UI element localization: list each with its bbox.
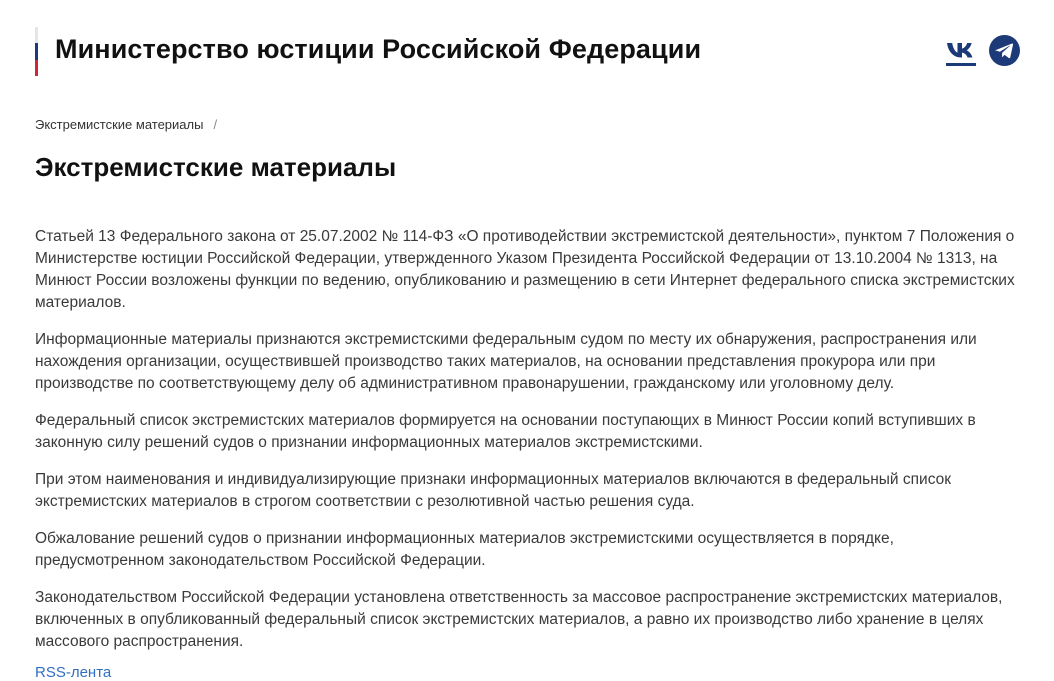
rss-link[interactable]: RSS-лента (35, 664, 112, 681)
content-paragraph: Обжалование решений судов о признании информационных материалов экстремистскими осуществляется в порядке, предусмотренном законодательством Российской Федерации. (35, 530, 894, 569)
flag-red (35, 60, 38, 76)
vk-icon (944, 36, 978, 66)
content-paragraph: Статьей 13 Федерального закона от 25.07.2002 № 114-ФЗ «О противодействии экстремистской деятельности», пунктом 7 Положения о Министерстве юстиции Российской Федерации, утвержденного Указом Президента Российской Федерации от 13.10.2004 № 1313, на Минюст России возложены функции по ведению, опубликованию и размещению в сети Интернет федерального списка экстремистских материалов. (35, 228, 1015, 311)
site-header (0, 0, 1054, 100)
content-paragraph: Федеральный список экстремистских материалов формируется на основании поступающих в Минюст России копий вступивших в законную силу решений судов о признании информационных материалов экстремистскими. (35, 412, 976, 451)
telegram-icon (989, 35, 1020, 66)
page-title: Экстремистские материалы (35, 152, 397, 182)
breadcrumb-item[interactable]: Экстремистские материалы (35, 117, 204, 132)
flag-white (35, 27, 38, 43)
breadcrumb (35, 117, 217, 132)
content-paragraph: Информационные материалы признаются экстремистскими федеральным судом по месту их обнаружения, распространения или нахождения организации, осуществившей производство таких материалов, на основании представления прокурора или при производстве по соответствующему делу об административном правонарушении, гражданскому или уголовному делу. (35, 331, 977, 392)
content-paragraph: При этом наименования и индивидуализирующие признаки информационных материалов включаются в федеральный список экстремистских материалов в строгом соответствии с резолютивной частью решения суда. (35, 471, 952, 510)
vk-link[interactable] (944, 36, 978, 71)
social-links (944, 35, 1020, 71)
breadcrumb-separator: / (213, 117, 218, 132)
flag-blue (35, 43, 38, 60)
content-paragraph: Законодательством Российской Федерации установлена ответственность за массовое распространение экстремистских материалов, включенных в опубликованный федеральный список экстремистских материалов, а равно их производство либо хранение в целях массового распространения. (35, 589, 1003, 650)
flag-stripe (35, 27, 38, 76)
page-content (35, 226, 1020, 668)
site-title[interactable]: Министерство юстиции Российской Федерации (55, 34, 702, 64)
telegram-link[interactable] (989, 35, 1020, 71)
